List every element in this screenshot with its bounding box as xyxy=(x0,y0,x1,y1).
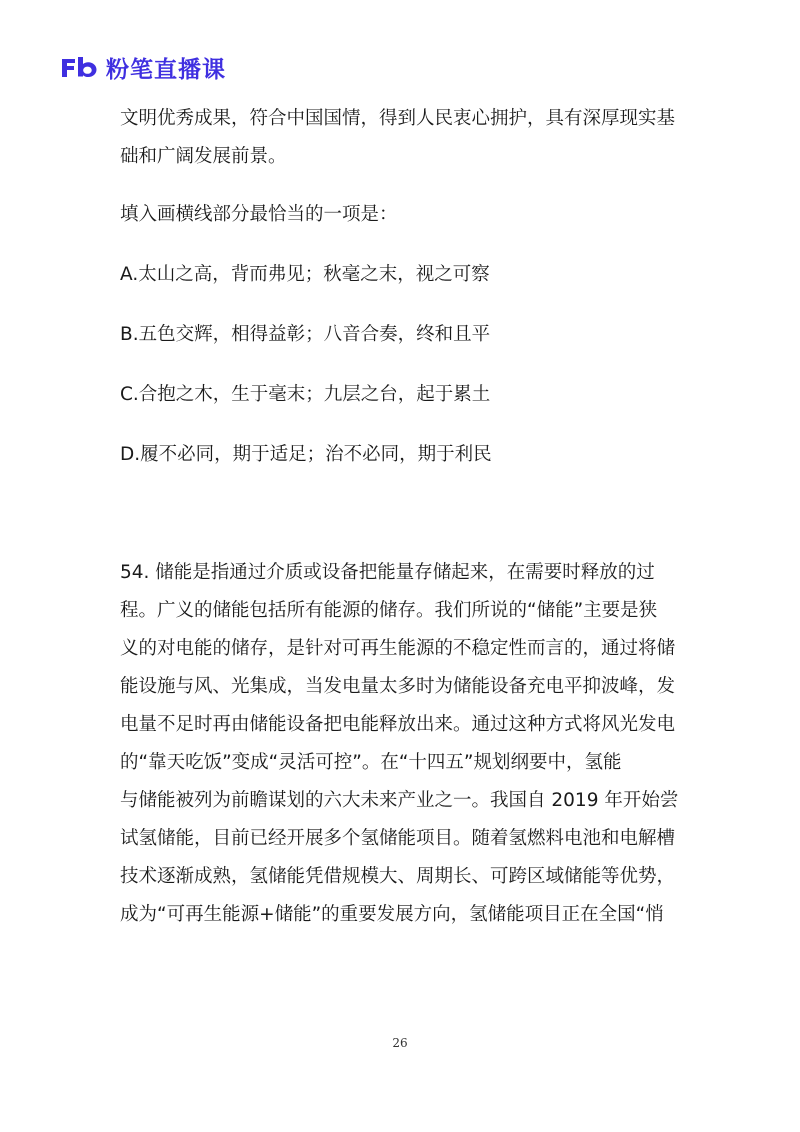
passage-tail xyxy=(120,100,690,176)
document-body xyxy=(120,100,690,934)
passage-line: 础和广阔发展前景。 xyxy=(120,146,287,167)
question-54 xyxy=(120,554,690,934)
question-line: 电量不足时再由储能设备把电能释放出来。通过这种方式将风光发电 xyxy=(120,714,676,735)
option-c: C.合抱之木，生于毫末；九层之台，起于累土 xyxy=(120,384,491,405)
option-a: A.太山之高，背而弗见；秋毫之末，视之可察 xyxy=(120,264,490,285)
page-number: 26 xyxy=(392,1036,408,1050)
question-line: 能设施与风、光集成，当发电量太多时为储能设备充电平抑波峰，发 xyxy=(120,676,676,697)
question-line: 与储能被列为前瞻谋划的六大未来产业之一。我国自 2019 年开始尝 xyxy=(120,790,679,811)
question-line: 试氢储能，目前已经开展多个氢储能项目。随着氢燃料电池和电解槽 xyxy=(120,828,676,849)
page-header xyxy=(60,50,226,84)
question-line: 义的对电能的储存，是针对可再生能源的不稳定性而言的，通过将储 xyxy=(120,638,676,659)
passage-line: 文明优秀成果，符合中国国情，得到人民衷心拥护，具有深厚现实基 xyxy=(120,108,676,129)
brand-name: 粉笔直播课 xyxy=(106,56,226,83)
question-line: 成为“可再生能源+储能”的重要发展方向，氢储能项目正在全国“悄 xyxy=(120,904,664,925)
question-line: 54. 储能是指通过介质或设备把能量存储起来，在需要时释放的过 xyxy=(120,562,655,583)
fb-logo-icon xyxy=(60,55,100,79)
option-b: B.五色交辉，相得益彰；八音合奏，终和且平 xyxy=(120,324,491,345)
option-d: D.履不必同，期于适足；治不必同，期于利民 xyxy=(120,444,492,465)
question-line: 程。广义的储能包括所有能源的储存。我们所说的“储能”主要是狭 xyxy=(120,600,658,621)
question-line: 技术逐渐成熟，氢储能凭借规模大、周期长、可跨区域储能等优势， xyxy=(120,866,676,887)
question-prompt: 填入画横线部分最恰当的一项是： xyxy=(120,204,398,225)
question-line: 的“靠天吃饭”变成“灵活可控”。在“十四五”规划纲要中，氢能 xyxy=(120,752,622,773)
